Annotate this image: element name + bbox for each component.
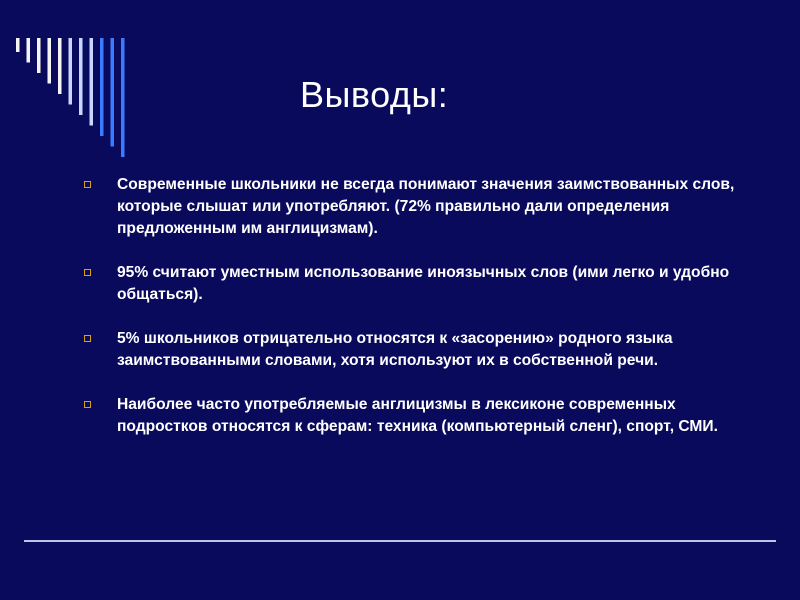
bullet-text: 5% школьников отрицательно относятся к «засорению» родного языка заимствованными словами, хотя используют их в собственной речи. xyxy=(117,330,673,369)
decorative-stripe xyxy=(100,38,104,136)
decorative-stripe xyxy=(16,38,20,52)
bullet-item xyxy=(84,394,754,438)
square-bullet-icon xyxy=(84,335,91,342)
decorative-stripe xyxy=(58,38,62,94)
bullet-item xyxy=(84,262,754,306)
decorative-stripe xyxy=(111,38,115,147)
decorative-stripe xyxy=(69,38,73,105)
decorative-stripe xyxy=(27,38,31,63)
bullet-text: Наиболее часто употребляемые англицизмы в лексиконе современных подростков относятся к сферам: техника (компьютерный сленг), спорт, СМИ. xyxy=(117,396,718,435)
square-bullet-icon xyxy=(84,269,91,276)
decorative-stripe xyxy=(90,38,94,126)
bottom-divider-line xyxy=(24,540,776,542)
bullet-text: Современные школьники не всегда понимают значения заимствованных слов, которые слышат или употребляют. (72% правильно дали определения предложенным им англицизмам). xyxy=(117,176,735,237)
bullet-item xyxy=(84,328,754,372)
bullet-item xyxy=(84,174,754,240)
decorative-stripe xyxy=(79,38,83,115)
decorative-stripes-graphic xyxy=(14,38,134,168)
decorative-stripe xyxy=(37,38,41,73)
bullet-text: 95% считают уместным использование иноязычных слов (ими легко и удобно общаться). xyxy=(117,264,730,303)
bullet-list xyxy=(84,174,754,438)
square-bullet-icon xyxy=(84,401,91,408)
square-bullet-icon xyxy=(84,181,91,188)
decorative-stripe xyxy=(121,38,125,157)
slide-title: Выводы: xyxy=(300,74,449,115)
decorative-stripe xyxy=(48,38,52,84)
